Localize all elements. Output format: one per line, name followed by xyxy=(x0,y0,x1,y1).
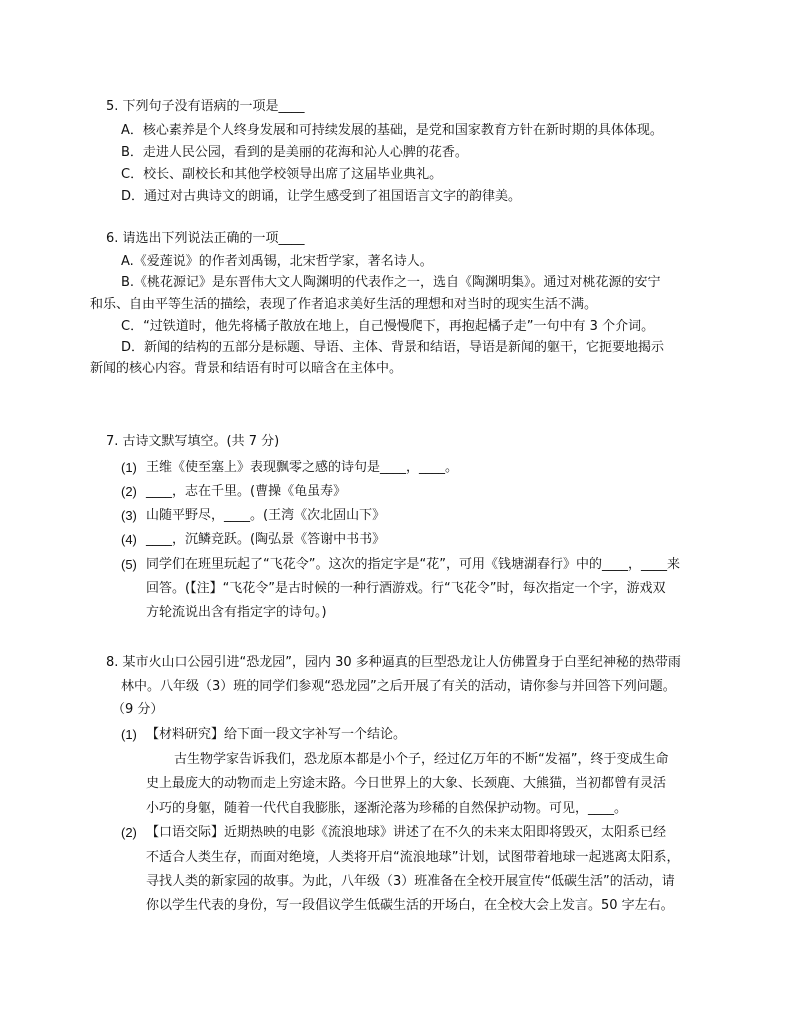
q7-stem: 7. 古诗文默写填空。(共 7 分) xyxy=(106,434,280,449)
q8-stem-line3: （9 分） xyxy=(112,702,164,717)
q8-stem-line1: 8. 某市火山口公园引进“恐龙园”，园内 30 多种逼真的巨型恐龙让人仿佛置身于白垩纪神秘的热带雨 xyxy=(106,655,681,670)
q8-item-1-text-line3: 小巧的身躯，随着一代代自我膨胀，逐渐沦落为珍稀的自然保护动物。可见，____。 xyxy=(146,801,628,816)
q8-item-1-number: (1) xyxy=(121,727,137,742)
q7-item-2-number: (2) xyxy=(121,484,137,499)
q7-item-5-text-line2: 回答。(【注】“飞花令”是古时候的一种行酒游戏。行“飞花令”时，每次指定一个字，游戏双 xyxy=(146,581,666,596)
q7-item-2-text: ____，志在千里。(曹操《龟虽寿》 xyxy=(146,484,347,499)
q6-option-c: C．“过铁道时，他先将橘子散放在地上，自己慢慢爬下，再抱起橘子走”一句中有 3 个介词。 xyxy=(121,319,655,334)
q7-item-3-text: 山随平野尽，____。(王湾《次北固山下》 xyxy=(146,508,386,523)
q8-item-2-text-line1: 【口语交际】近期热映的电影《流浪地球》讲述了在不久的未来太阳即将毁灭，太阳系已经 xyxy=(146,825,667,840)
q8-item-2-text-line2: 不适合人类生存，而面对绝境，人类将开启“流浪地球”计划，试图带着地球一起逃离太阳系， xyxy=(146,850,680,865)
q8-item-1-text-line2: 史上最庞大的动物而走上穷途末路。今日世界上的大象、长颈鹿、大熊猫，当初都曾有灵活 xyxy=(146,776,667,791)
q7-item-5-number: (5) xyxy=(121,557,137,572)
q6-stem: 6. 请选出下列说法正确的一项____ xyxy=(106,231,305,246)
q8-item-1-title: 【材料研究】给下面一段文字补写一个结论。 xyxy=(146,727,407,742)
q7-item-4-number: (4) xyxy=(121,532,137,547)
q7-item-1-text: 王维《使至塞上》表现飘零之感的诗句是____，____。 xyxy=(146,460,459,475)
q8-item-2-text-line3: 寻找人类的新家园的故事。为此，八年级（3）班准备在全校开展宣传“低碳生活”的活动，请 xyxy=(146,874,675,889)
q8-item-1-text-line1: 古生物学家告诉我们，恐龙原本都是小个子，经过亿万年的不断“发福”，终于变成生命 xyxy=(174,752,669,767)
q5-option-b: B．走进人民公园，看到的是美丽的花海和沁人心脾的花香。 xyxy=(121,145,468,160)
q5-option-a: A．核心素养是个人终身发展和可持续发展的基础，是党和国家教育方针在新时期的具体体现。 xyxy=(121,123,663,138)
q8-item-2-number: (2) xyxy=(121,825,137,840)
q5-option-d: D．通过对古典诗文的朗诵，让学生感受到了祖国语言文字的韵律美。 xyxy=(121,189,522,204)
q5-option-c: C．校长、副校长和其他学校领导出席了这届毕业典礼。 xyxy=(121,167,443,182)
q6-option-a: A.《爱莲说》的作者刘禹锡，北宋哲学家，著名诗人。 xyxy=(121,254,433,269)
q6-option-b-line1: B.《桃花源记》是东晋伟大文人陶渊明的代表作之一，选自《陶渊明集》。通过对桃花源的安宁 xyxy=(121,275,661,290)
q7-item-5-text-line1: 同学们在班里玩起了“飞花令”。这次的指定字是“花”，可用《钱塘湖春行》中的____，____来 xyxy=(146,557,680,572)
q7-item-1-number: (1) xyxy=(121,460,137,475)
q8-stem-line2: 林中。八年级（3）班的同学们参观“恐龙园”之后开展了有关的活动，请你参与并回答下列问题。 xyxy=(121,679,676,694)
q7-item-3-number: (3) xyxy=(121,508,137,523)
q6-option-d-line2: 新闻的核心内容。背景和结语有时可以暗含在主体中。 xyxy=(90,361,403,376)
q6-option-d-line1: D．新闻的结构的五部分是标题、导语、主体、背景和结语，导语是新闻的躯干，它扼要地揭示 xyxy=(121,340,665,355)
q5-stem: 5. 下列句子没有语病的一项是____ xyxy=(106,99,305,114)
q6-option-b-line2: 和乐、自由平等生活的描绘，表现了作者追求美好生活的理想和对当时的现实生活不满。 xyxy=(90,297,598,312)
q8-item-2-text-line4: 你以学生代表的身份，写一段倡议学生低碳生活的开场白，在全校大会上发言。50 字左右。 xyxy=(146,898,674,913)
q7-item-4-text: ____，沉鳞竞跃。(陶弘景《答谢中书书》 xyxy=(146,532,386,547)
q7-item-5-text-line3: 方轮流说出含有指定字的诗句。) xyxy=(146,605,327,620)
